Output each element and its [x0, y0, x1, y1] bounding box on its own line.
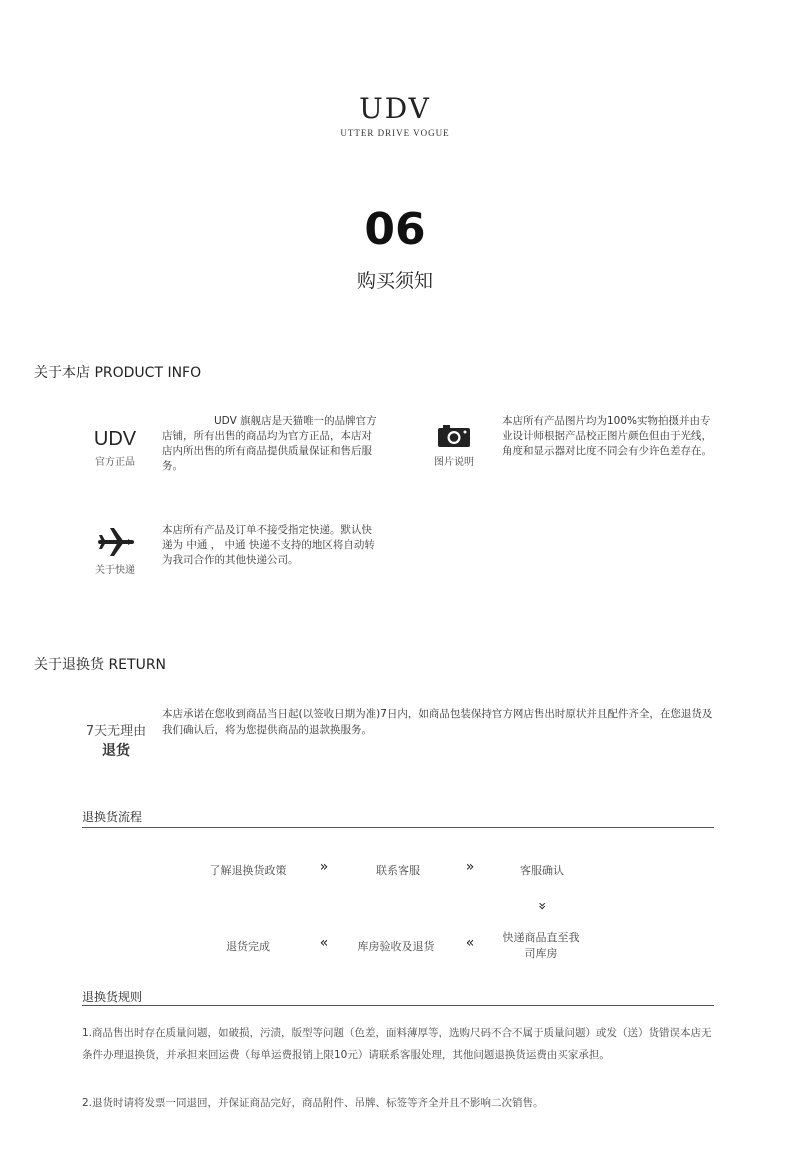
brand-tagline: UTTER DRIVE VOGUE — [340, 128, 450, 138]
flow-step-3: 客服确认 — [520, 864, 564, 877]
return-badge-line2: 退货 — [102, 743, 130, 759]
arrow-right-icon: » — [319, 859, 329, 875]
process-divider — [82, 827, 714, 828]
flow-step-2: 联系客服 — [376, 864, 420, 877]
udv-logo-icon: UDV — [93, 428, 137, 450]
arrow-down-icon: » — [534, 901, 550, 911]
page-title: 购买须知 — [356, 270, 433, 292]
arrow-left-icon: « — [319, 935, 329, 951]
returns-text: 本店承诺在您收到商品当日起(以签收日期为准)7日内，如商品包装保持官方网店售出时原状并且配件齐全，在您退货及我们确认后，将为您提供商品的退款换服务。 — [162, 708, 713, 736]
shipping-text: 本店所有产品及订单不接受指定快递。默认快递为 中通 ， 中通 快递不支持的地区将自动转为我司合作的其他快递公司。 — [162, 524, 375, 566]
section-number: 06 — [364, 204, 426, 255]
shipping-label: 关于快递 — [95, 565, 135, 576]
arrow-left-icon: « — [465, 935, 475, 951]
flow-step-4: 快递商品直至我司库房 — [502, 931, 580, 960]
process-heading: 退换货流程 — [82, 810, 143, 824]
return-badge-line1: 7天无理由 — [85, 724, 147, 739]
flow-step-1: 了解退换货政策 — [209, 864, 287, 877]
photo-text: 本店所有产品图片均为100%实物拍摄并由专业设计师根据产品校正图片颜色但由于光线，角度和显示器对比度不同会有少许色差存在。 — [502, 415, 712, 457]
flow-step-5: 库房验收及退货 — [357, 940, 435, 953]
rules-heading: 退换货规则 — [82, 990, 143, 1004]
photo-label: 图片说明 — [434, 457, 474, 468]
returns-heading: 关于退换货 RETURN — [34, 657, 167, 673]
brand-logo: UDV — [359, 92, 431, 125]
arrow-right-icon: » — [465, 859, 475, 875]
rules-divider — [82, 1005, 714, 1006]
official-text: UDV 旗舰店是天猫唯一的品牌官方店铺，所有出售的商品均为官方正品，本店对店内所出售的所有商品提供质量保证和售后服务。 — [162, 415, 377, 472]
flow-step-6: 退货完成 — [226, 940, 270, 953]
camera-icon — [436, 424, 472, 448]
airplane-icon — [98, 526, 134, 558]
rule-item-1: 1.商品售出时存在质量问题，如破损，污渍，版型等问题（色差，面料薄厚等，选购尺码不合不属于质量问题）或发（送）货错误本店无条件办理退换货，并承担来回运费（每单运费报销上限10元）请联系客服处理，其他问题退换货运费由买家承担。 — [82, 1027, 712, 1061]
about-store-heading: 关于本店 PRODUCT INFO — [34, 365, 202, 381]
official-label: 官方正品 — [95, 457, 135, 468]
rule-item-2: 2.退货时请将发票一同退回，并保证商品完好，商品附件、吊牌、标签等齐全并且不影响二次销售。 — [82, 1097, 544, 1109]
